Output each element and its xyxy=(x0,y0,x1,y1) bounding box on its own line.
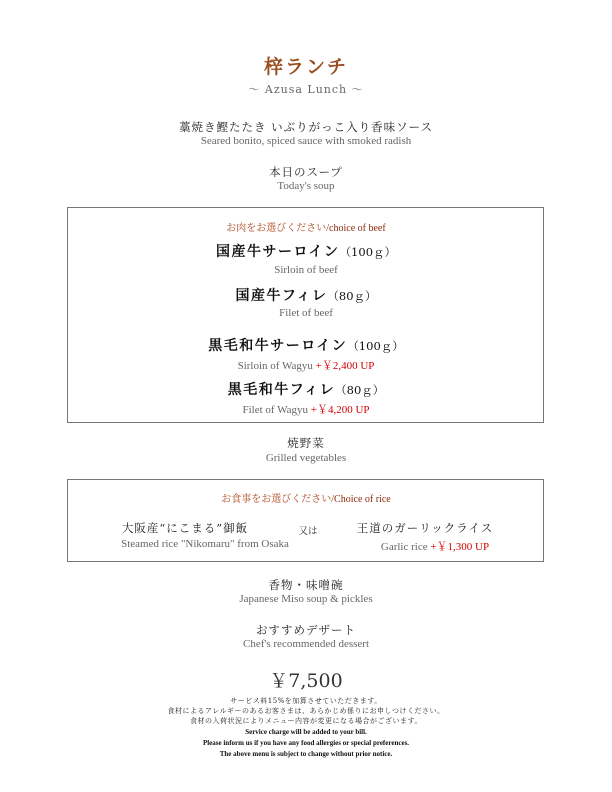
miso-en: Japanese Miso soup & pickles xyxy=(239,593,373,605)
rice-option-jp: 王道のガーリックライス xyxy=(356,521,494,535)
rice-option-jp: 大阪産“にこまる”御飯 xyxy=(121,521,249,535)
appetizer-jp: 藁焼き鰹たたき いぶりがっこ入り香味ソース xyxy=(178,120,434,134)
note-en: The above menu is subject to change without prior notice. xyxy=(219,750,393,758)
upcharge-label: +￥1,300 UP xyxy=(430,541,490,553)
beef-item xyxy=(0,285,612,305)
note-jp: 食材によるアレルギーのあるお客さまは、あらかじめ係りにお申しつけください。 xyxy=(167,707,445,715)
beef-item-name: 国産牛フィレ xyxy=(235,288,328,304)
note-en: Service charge will be added to your bill. xyxy=(245,728,367,736)
beef-item-weight: （80ｇ） xyxy=(327,289,377,303)
upcharge-label: +￥4,200 UP xyxy=(310,404,370,416)
vegetables-jp: 焼野菜 xyxy=(287,436,325,450)
beef-box-heading-jp: お肉をお選びください xyxy=(226,223,327,234)
beef-item-name: 国産牛サーロイン xyxy=(215,244,340,260)
beef-item-name: 黒毛和牛フィレ xyxy=(227,382,336,398)
beef-box-heading-en: /choice of beef xyxy=(326,223,386,234)
rice-option-en: Steamed rice "Nikomaru" from Osaka xyxy=(121,538,289,550)
rice-box-heading xyxy=(0,490,612,505)
rice-box-heading-en: /Choice of rice xyxy=(331,494,391,505)
rice-option-en-line xyxy=(345,538,525,554)
rice-option-en: Garlic rice xyxy=(380,541,428,553)
beef-item-weight: （100ｇ） xyxy=(347,339,404,353)
soup-en: Today's soup xyxy=(277,180,335,192)
beef-item-name: 黒毛和牛サーロイン xyxy=(208,338,348,354)
beef-item-weight: （80ｇ） xyxy=(335,383,385,397)
beef-item-en: Filet of beef xyxy=(279,307,333,319)
menu-price: ￥7,500 xyxy=(269,670,343,692)
beef-item xyxy=(0,379,612,399)
dessert-jp: おすすめデザート xyxy=(255,623,357,637)
dessert-en: Chef's recommended dessert xyxy=(243,638,369,650)
beef-item-weight: （100ｇ） xyxy=(339,245,397,259)
upcharge-label: +￥2,400 UP xyxy=(315,360,375,372)
beef-item-en-line xyxy=(0,401,612,417)
note-jp: 食材の入荷状況によりメニュー内容が変更になる場合がございます。 xyxy=(190,717,422,725)
appetizer-en: Seared bonito, spiced sauce with smoked radish xyxy=(200,135,412,147)
vegetables-en: Grilled vegetables xyxy=(265,452,347,464)
note-jp: サービス料15%を加算させていただきます。 xyxy=(230,697,382,705)
soup-jp: 本日のスープ xyxy=(269,165,343,179)
miso-jp: 香物・味噌碗 xyxy=(268,578,344,592)
rice-or-label: 又は xyxy=(298,526,318,537)
beef-item xyxy=(0,335,612,355)
rice-box-heading-jp: お食事をお選びください xyxy=(221,494,332,505)
beef-item-en: Sirloin of beef xyxy=(274,264,338,276)
beef-item-en: Filet of Wagyu xyxy=(242,404,308,416)
menu-subtitle: ～ Azusa Lunch ～ xyxy=(248,83,364,96)
note-en: Please inform us if you have any food allergies or special preferences. xyxy=(202,739,410,747)
menu-title: 梓ランチ xyxy=(263,56,348,78)
beef-box-heading xyxy=(0,219,612,234)
beef-item-en-line xyxy=(0,357,612,373)
beef-item xyxy=(0,241,612,261)
beef-item-en: Sirloin of Wagyu xyxy=(237,360,313,372)
